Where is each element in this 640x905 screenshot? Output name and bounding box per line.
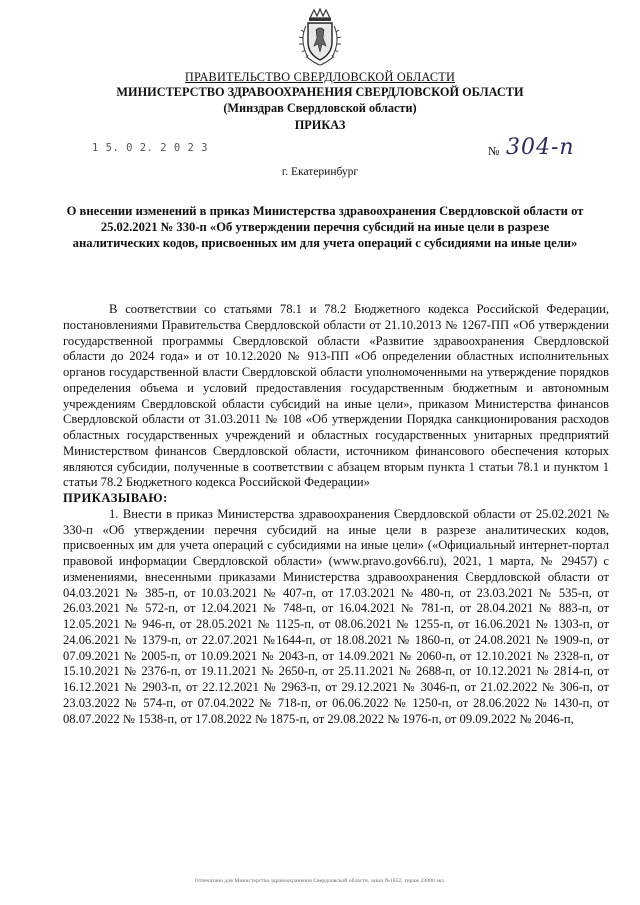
document-type: ПРИКАЗ bbox=[294, 118, 346, 132]
print-footer: Отпечатано для Министерства здравоохранения Свердловской области, заказ №1652, тираж 23000 экз. bbox=[194, 878, 446, 884]
document-body bbox=[63, 302, 609, 727]
order-number-prefix: № bbox=[488, 144, 500, 158]
clause-1-paragraph: 1. Внести в приказ Министерства здравоохранения Свердловской области от 25.02.2021 № 330-п «Об утверждении перечня субсидий на иные цели в разрезе аналитических кодов, присвоенных им для учета операций с субсидиями на иные цели» («Официальный интернет-портал правовой информации Свердловской области» (www.pravo.gov66.ru), 2021, 1 марта, № 29457) с изменениями, внесенными приказами Министерства здравоохранения Свердловской области от 04.03.2021 № 385-п, от 10.03.2021 № 407-п, от 17.03.2021 № 480-п, от 23.03.2021 № 535-п, от 26.03.2021 № 572-п, от 12.04.2021 № 748-п, от 16.04.2021 № 781-п, от 28.04.2021 № 883-п, от 12.05.2021 № 946-п, от 28.05.2021 № 1125-п, от 08.06.2021 № 1255-п, от 16.06.2021 № 1303-п, от 24.06.2021 № 1379-п, от 22.07.2021 №1644-п, от 18.08.2021 № 1860-п, от 24.08.2021 № 1909-п, от 07.09.2021 № 2005-п, от 10.09.2021 № 2043-п, от 14.09.2021 № 2060-п, от 12.10.2021 № 2328-п, от 15.10.2021 № 2376-п, от 19.11.2021 № 2650-п, от 25.11.2021 № 2688-п, от 10.12.2021 № 2814-п, от 16.12.2021 № 2903-п, от 22.12.2021 № 2963-п, от 29.12.2021 № 3046-п, от 21.02.2022 № 306-п, от 23.03.2022 № 574-п, от 07.04.2022 № 718-п, от 06.06.2022 № 1250-п, от 28.06.2022 № 1430-п, от 08.07.2022 № 1538-п, от 17.08.2022 № 1875-п, от 29.08.2022 № 1976-п, от 09.09.2022 № 2046-п, bbox=[63, 506, 609, 726]
document-title: О внесении изменений в приказ Министерства здравоохранения Свердловской области от 25.02.2021 № 330-п «Об утверждении перечня субсидий на иные цели в разрезе аналитических кодов, присвоенных им для учета операций с субсидиями на иные цели» bbox=[66, 204, 584, 250]
city-name: г. Екатеринбург bbox=[281, 166, 359, 178]
ministry-short-name: (Минздрав Свердловской области) bbox=[223, 101, 417, 115]
order-date: 1 5. 0 2. 2 0 2 3 bbox=[92, 142, 208, 154]
order-number: 304-п bbox=[506, 135, 575, 160]
ministry-name: МИНИСТЕРСТВО ЗДРАВООХРАНЕНИЯ СВЕРДЛОВСКОЙ ОБЛАСТИ bbox=[116, 85, 524, 99]
preamble-paragraph: В соответствии со статьями 78.1 и 78.2 Бюджетного кодекса Российской Федерации, постановлениями Правительства Свердловской области от 21.10.2013 № 1267-ПП «Об утверждении государственной программы Свердловской области «Развитие здравоохранения Свердловской области до 2024 года» и от 10.12.2020 № 913-ПП «Об определении областных исполнительных органов государственной власти Свердловской области уполномоченными на утверждение порядков определения объема и условий предоставления государственным бюджетным и автономным учреждениям Свердловской области субсидий на иные цели», приказом Министерства финансов Свердловской области от 31.03.2011 № 108 «Об утверждении Порядка санкционирования расходов областных государственных учреждений и областных государственных унитарных предприятий Министерством финансов Свердловской области, источником финансового обеспечения которых являются субсидии, полученные в соответствии с абзацем вторым пункта 1 статьи 78.1 и пунктом 1 статьи 78.2 Бюджетного кодекса Российской Федерации» bbox=[63, 302, 609, 490]
order-keyword: ПРИКАЗЫВАЮ: bbox=[63, 491, 168, 505]
coat-of-arms-icon bbox=[296, 8, 344, 68]
government-name: ПРАВИТЕЛЬСТВО СВЕРДЛОВСКОЙ ОБЛАСТИ bbox=[184, 70, 456, 84]
